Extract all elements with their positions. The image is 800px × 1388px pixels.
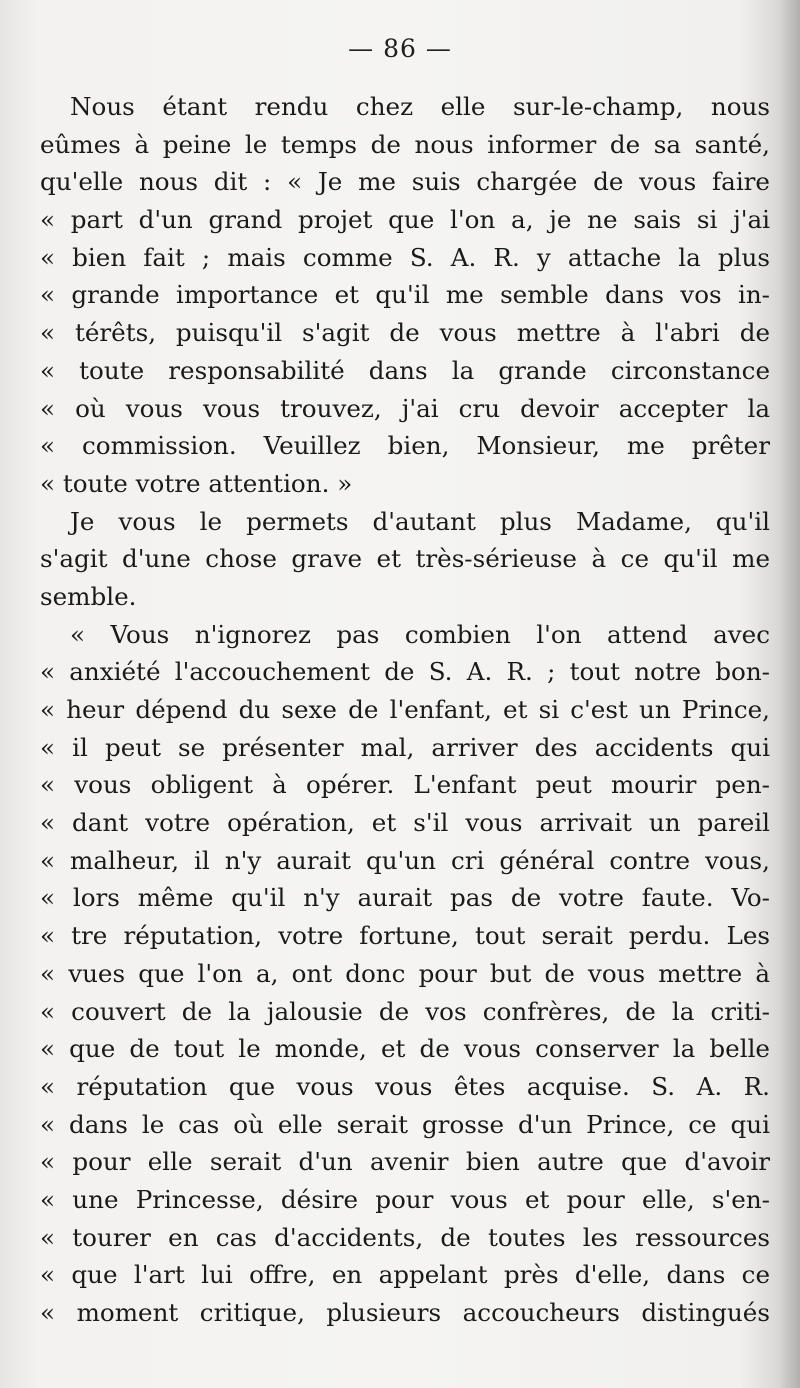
text-line: « pour elle serait d'un avenir bien autre que d'avoir [40, 1147, 770, 1177]
text-line: eûmes à peine le temps de nous informer de sa santé, [40, 129, 770, 159]
page-edge-shadow [778, 0, 800, 1388]
text-line: « toute votre attention. » [40, 468, 353, 498]
text-line: « commission. Veuillez bien, Monsieur, me prêter [40, 431, 770, 461]
text-line: « térêts, puisqu'il s'agit de vous mettre à l'abri de [40, 318, 770, 348]
text-line: « tre réputation, votre fortune, tout serait perdu. Les [40, 921, 770, 951]
text-line: Je vous le permets d'autant plus Madame, qu'il [70, 506, 770, 536]
text-line: qu'elle nous dit : « Je me suis chargée de vous faire [40, 167, 770, 197]
text-line: « Vous n'ignorez pas combien l'on attend avec [70, 619, 770, 649]
text-line: « heur dépend du sexe de l'enfant, et si c'est un Prince, [40, 695, 770, 724]
text-line: « que l'art lui offre, en appelant près d'elle, dans ce [40, 1260, 770, 1290]
text-line: « où vous vous trouvez, j'ai cru devoir accepter la [40, 393, 770, 423]
text-line: « moment critique, plusieurs accoucheurs distingués [40, 1298, 770, 1327]
text-line: « part d'un grand projet que l'on a, je ne sais si j'ai [40, 205, 770, 235]
text-line: « vues que l'on a, ont donc pour but de vous mettre à [40, 958, 770, 988]
text-line: « bien fait ; mais comme S. A. R. y attache la plus [40, 242, 770, 272]
text-line: « lors même qu'il n'y aurait pas de votre faute. Vo- [40, 883, 770, 913]
body-text [40, 88, 770, 1332]
text-line: Nous étant rendu chez elle sur-le-champ, nous [70, 92, 770, 121]
text-line: « réputation que vous vous êtes acquise. S. A. R. [40, 1071, 770, 1101]
text-line: « dant votre opération, et s'il vous arrivait un pareil [40, 808, 770, 838]
text-line: « que de tout le monde, et de vous conserver la belle [40, 1034, 770, 1064]
text-line: « dans le cas où elle serait grosse d'un Prince, ce qui [40, 1109, 770, 1139]
page-number: — 86 — [348, 34, 452, 63]
text-line: « couvert de la jalousie de vos confrères, de la criti- [40, 996, 770, 1026]
text-line: « il peut se présenter mal, arriver des accidents qui [40, 732, 770, 762]
text-line: « anxiété l'accouchement de S. A. R. ; tout notre bon- [40, 657, 770, 687]
text-line: « tourer en cas d'accidents, de toutes les ressources [40, 1222, 770, 1252]
text-line: « malheur, il n'y aurait qu'un cri général contre vous, [40, 845, 770, 875]
text-line: « vous obligent à opérer. L'enfant peut mourir pen- [40, 770, 770, 800]
text-line: « toute responsabilité dans la grande circonstance [40, 355, 770, 385]
text-line: « une Princesse, désire pour vous et pour elle, s'en- [40, 1184, 770, 1214]
text-line: semble. [40, 581, 137, 611]
text-line: « grande importance et qu'il me semble dans vos in- [40, 280, 770, 310]
text-line: s'agit d'une chose grave et très-sérieuse à ce qu'il me [40, 544, 770, 574]
